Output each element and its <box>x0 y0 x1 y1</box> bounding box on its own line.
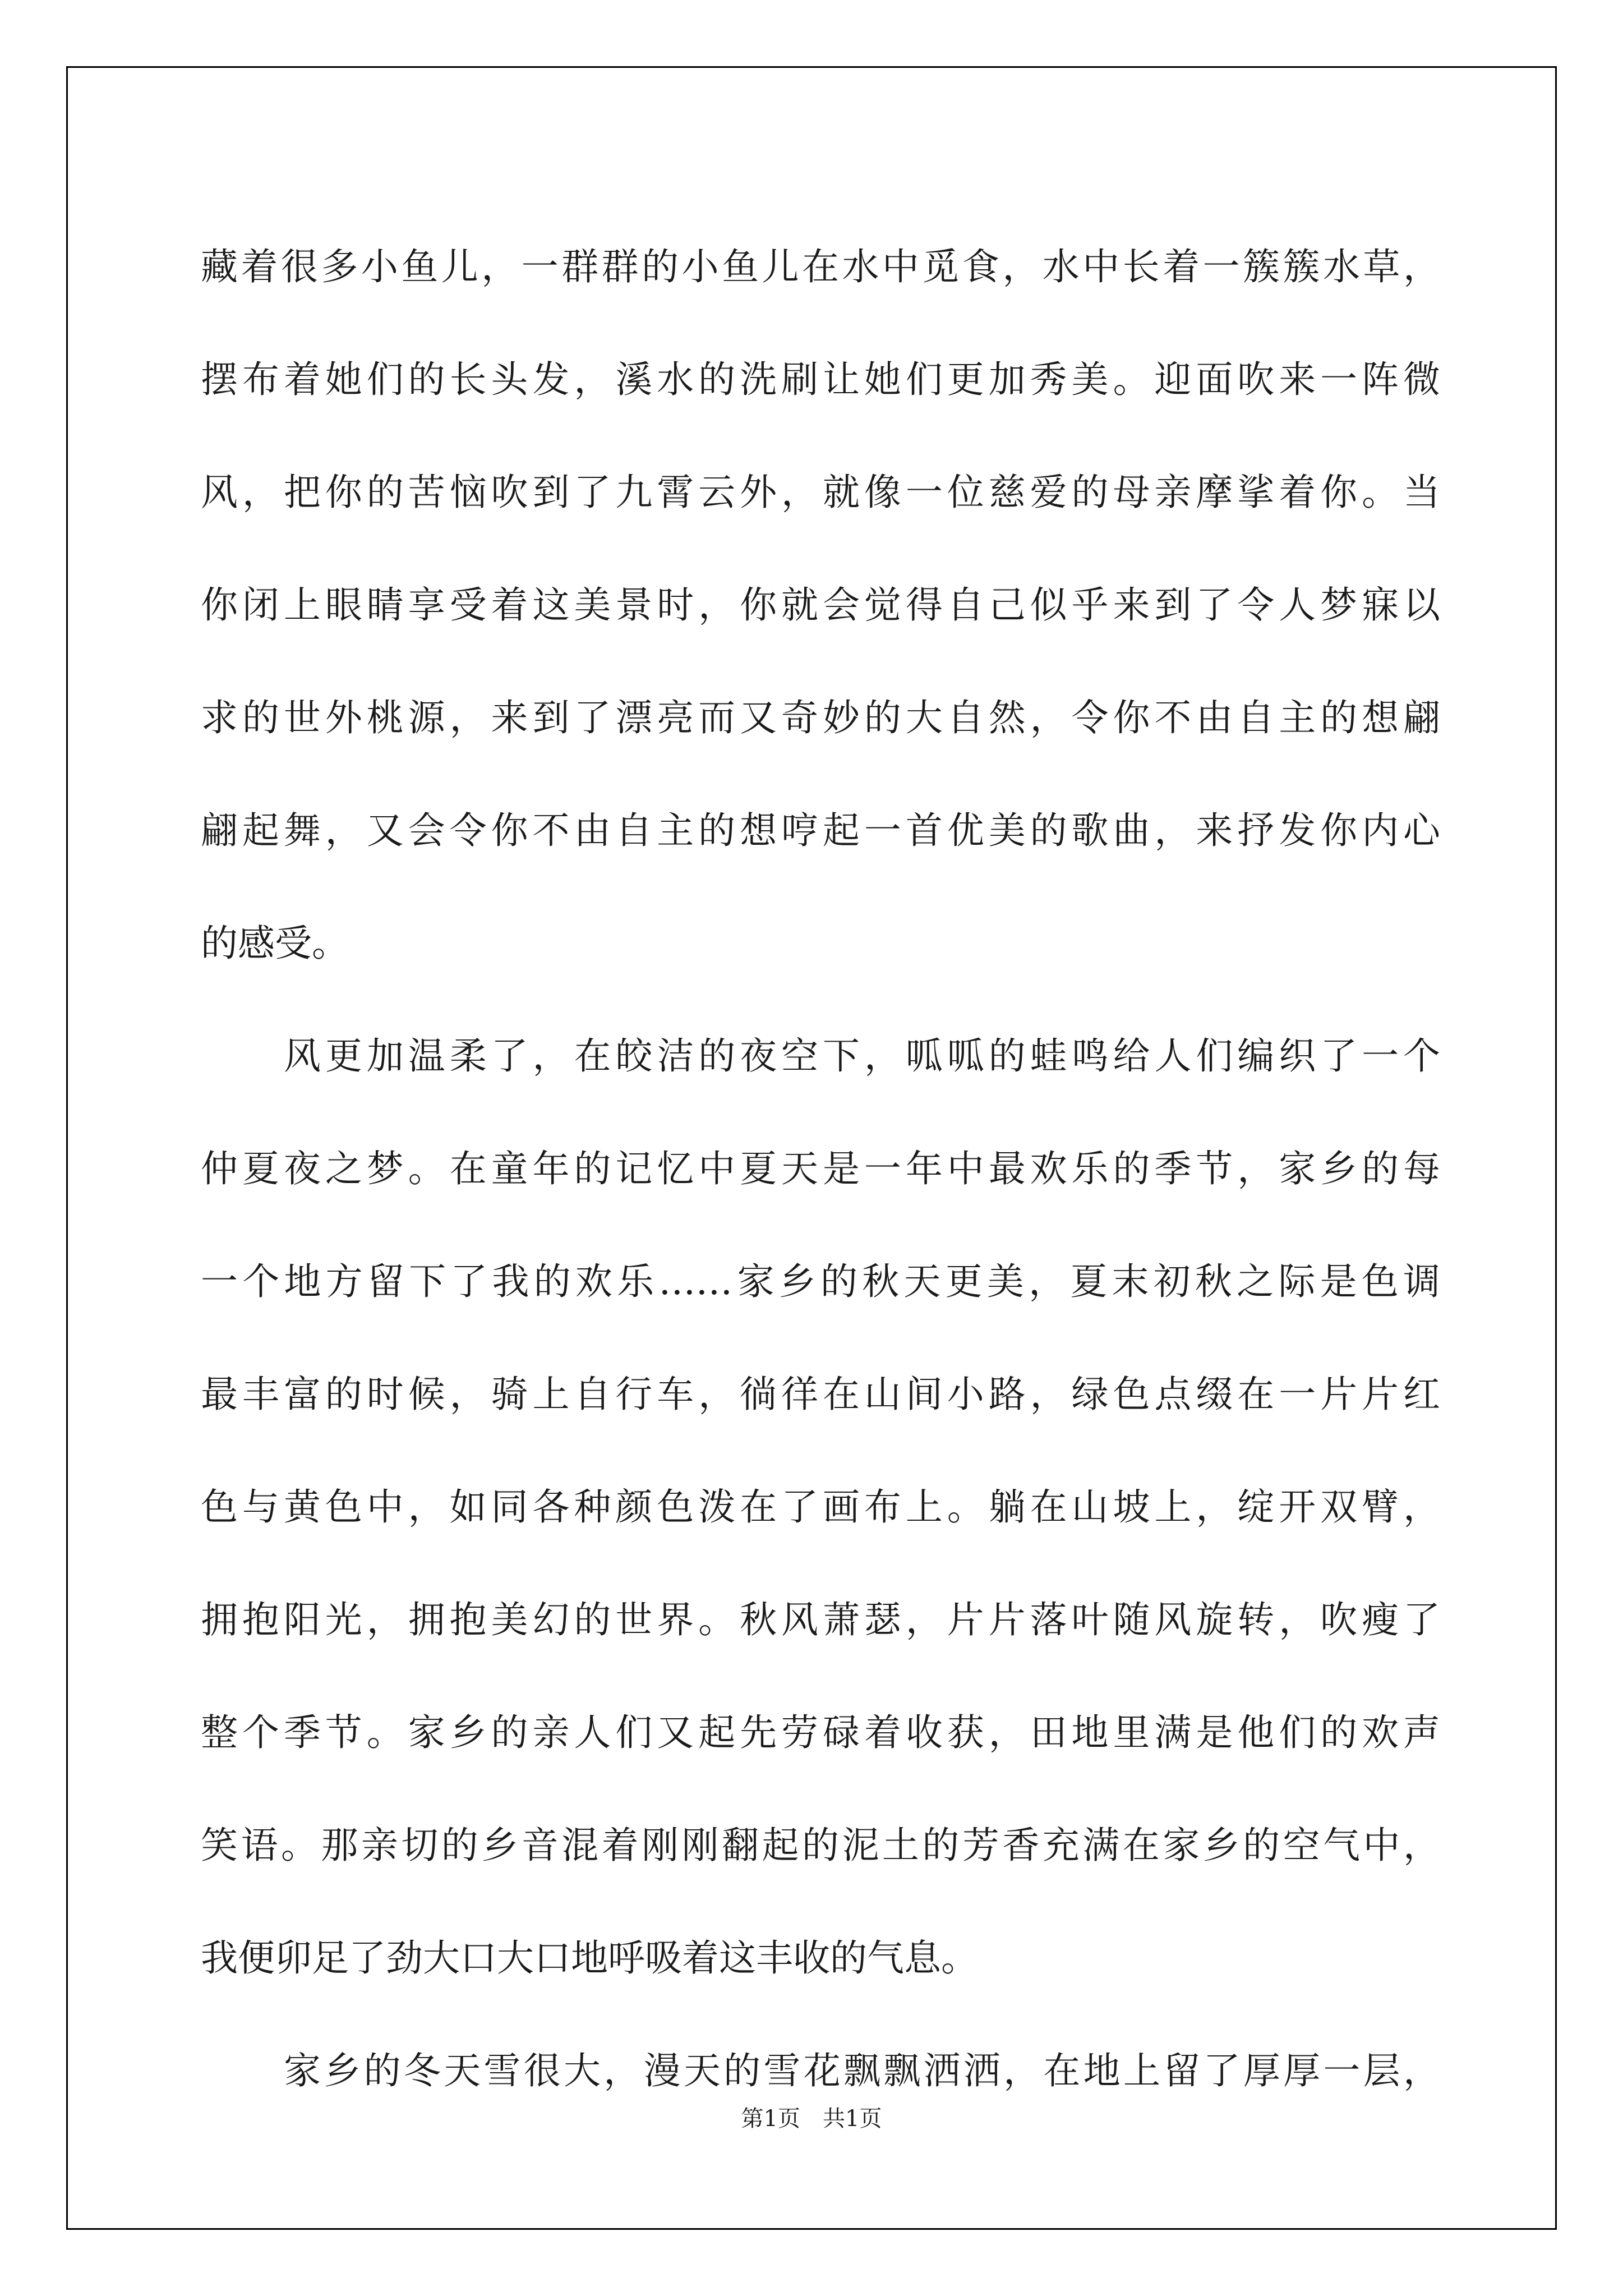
text-line: 仲夏夜之梦。在童年的记忆中夏天是一年中最欢乐的季节，家乡的每 <box>201 1147 1440 1190</box>
text-line: 拥抱阳光，拥抱美幻的世界。秋风萧瑟，片片落叶随风旋转，吹瘦了 <box>201 1598 1440 1641</box>
text-line: 最丰富的时候，骑上自行车，徜徉在山间小路，绿色点缀在一片片红 <box>201 1373 1440 1416</box>
text-line: 藏着很多小鱼儿，一群群的小鱼儿在水中觅食，水中长着一簇簇水草， <box>201 245 1440 288</box>
text-line: 色与黄色中，如同各种颜色泼在了画布上。躺在山坡上，绽开双臂， <box>201 1485 1440 1529</box>
text-line: 求的世外桃源，来到了漂亮而又奇妙的大自然，令你不由自主的想翩 <box>201 696 1440 739</box>
page-footer <box>0 2101 1623 2133</box>
page-number: 第1页 <box>741 2106 800 2132</box>
text-line: 翩起舞，又会令你不由自主的想哼起一首优美的歌曲，来抒发你内心 <box>201 809 1440 852</box>
text-line: 笑语。那亲切的乡音混着刚刚翻起的泥土的芳香充满在家乡的空气中， <box>201 1824 1440 1867</box>
text-line: 你闭上眼睛享受着这美景时，你就会觉得自己似乎来到了令人梦寐以 <box>201 583 1440 627</box>
text-line: 家乡的冬天雪很大，漫天的雪花飘飘洒洒，在地上留了厚厚一层， <box>284 2049 1440 2092</box>
text-line: 摆布着她们的长头发，溪水的洗刷让她们更加秀美。迎面吹来一阵微 <box>201 358 1440 401</box>
page-total: 共1页 <box>823 2106 882 2132</box>
text-line: 的感受。 <box>201 922 349 965</box>
text-line: 风更加温柔了，在皎洁的夜空下，呱呱的蛙鸣给人们编织了一个 <box>284 1034 1440 1078</box>
text-line: 一个地方留下了我的欢乐……家乡的秋天更美，夏末初秋之际是色调 <box>201 1260 1440 1303</box>
document-body <box>201 210 1440 2127</box>
text-line: 风，把你的苦恼吹到了九霄云外，就像一位慈爱的母亲摩挲着你。当 <box>201 471 1440 514</box>
text-line: 我便卯足了劲大口大口地呼吸着这丰收的气息。 <box>201 1936 978 1980</box>
text-line: 整个季节。家乡的亲人们又起先劳碌着收获，田地里满是他们的欢声 <box>201 1711 1440 1754</box>
